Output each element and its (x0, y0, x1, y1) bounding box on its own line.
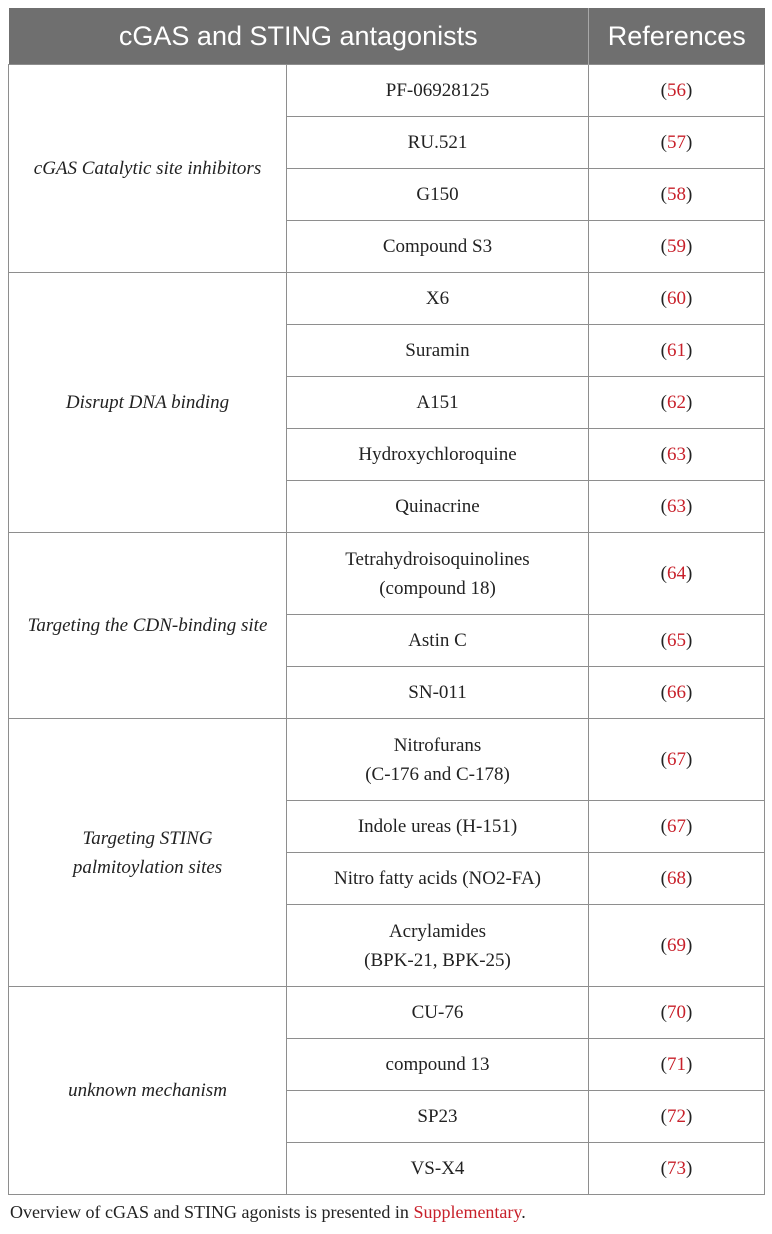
reference-cell (589, 1143, 765, 1195)
compound-cell (287, 169, 589, 221)
compound-cell (287, 801, 589, 853)
reference-link[interactable]: 71 (667, 1054, 686, 1075)
reference-cell (589, 719, 765, 801)
antagonists-table-container (8, 8, 764, 1195)
ref-close-paren: ) (686, 496, 693, 517)
reference-link[interactable]: 56 (667, 80, 686, 101)
reference-cell (589, 533, 765, 615)
ref-close-paren: ) (686, 1158, 693, 1179)
category-cell: unknown mechanism (9, 987, 287, 1195)
ref-open-paren: ( (660, 444, 667, 465)
ref-open-paren: ( (660, 868, 667, 889)
ref-close-paren: ) (686, 288, 693, 309)
compound-name-line: SP23 (417, 1106, 458, 1127)
compound-name-line: Hydroxychloroquine (358, 444, 517, 465)
reference-link[interactable]: 61 (667, 340, 686, 361)
ref-close-paren: ) (686, 749, 693, 770)
header-antagonists: cGAS and STING antagonists (9, 8, 589, 65)
ref-close-paren: ) (686, 682, 693, 703)
compound-cell (287, 377, 589, 429)
table-header-row (9, 8, 765, 65)
compound-cell (287, 719, 589, 801)
ref-close-paren: ) (686, 236, 693, 257)
table-row (9, 719, 765, 801)
ref-open-paren: ( (660, 630, 667, 651)
compound-name-line: Astin C (408, 630, 467, 651)
compound-name-line: Tetrahydroisoquinolines (345, 548, 530, 570)
table-body (9, 65, 765, 1195)
ref-open-paren: ( (660, 392, 667, 413)
reference-cell (589, 615, 765, 667)
ref-close-paren: ) (686, 444, 693, 465)
reference-cell (589, 117, 765, 169)
ref-open-paren: ( (660, 132, 667, 153)
reference-link[interactable]: 67 (667, 816, 686, 837)
compound-cell (287, 325, 589, 377)
reference-link[interactable]: 66 (667, 682, 686, 703)
compound-cell (287, 905, 589, 987)
reference-cell (589, 905, 765, 987)
ref-close-paren: ) (686, 563, 693, 584)
reference-cell (589, 377, 765, 429)
ref-open-paren: ( (660, 288, 667, 309)
compound-cell (287, 273, 589, 325)
category-cell: Targeting STING palmitoylation sites (9, 719, 287, 987)
reference-link[interactable]: 63 (667, 496, 686, 517)
category-cell: cGAS Catalytic site inhibitors (9, 65, 287, 273)
reference-cell (589, 801, 765, 853)
reference-link[interactable]: 64 (667, 563, 686, 584)
compound-cell (287, 667, 589, 719)
reference-link[interactable]: 63 (667, 444, 686, 465)
ref-close-paren: ) (686, 392, 693, 413)
compound-name-line: (C-176 and C-178) (365, 763, 510, 785)
table-row (9, 987, 765, 1039)
ref-open-paren: ( (660, 563, 667, 584)
reference-link[interactable]: 73 (667, 1158, 686, 1179)
reference-cell (589, 221, 765, 273)
ref-close-paren: ) (686, 868, 693, 889)
antagonists-table (8, 8, 765, 1195)
footnote-end: . (521, 1202, 526, 1222)
reference-cell (589, 65, 765, 117)
compound-cell (287, 1091, 589, 1143)
reference-cell (589, 1091, 765, 1143)
ref-open-paren: ( (660, 1054, 667, 1075)
compound-cell (287, 533, 589, 615)
compound-name-line: (BPK-21, BPK-25) (364, 949, 511, 971)
compound-cell (287, 853, 589, 905)
compound-name-line: PF-06928125 (385, 80, 490, 101)
compound-name-line: Quinacrine (395, 496, 480, 517)
ref-open-paren: ( (660, 496, 667, 517)
compound-name-line: compound 13 (385, 1054, 490, 1075)
ref-close-paren: ) (686, 1054, 693, 1075)
compound-name-line: Nitro fatty acids (NO2-FA) (333, 868, 541, 889)
ref-close-paren: ) (686, 630, 693, 651)
compound-name-line: (compound 18) (379, 577, 496, 599)
compound-name-line: CU-76 (411, 1002, 464, 1023)
supplementary-link[interactable]: Supplementary (413, 1202, 522, 1222)
compound-name-line: RU.521 (407, 132, 468, 153)
reference-cell (589, 481, 765, 533)
table-row (9, 273, 765, 325)
reference-link[interactable]: 59 (667, 236, 686, 257)
footnote-text: Overview of cGAS and STING agonists is presented in (10, 1202, 414, 1222)
compound-cell (287, 117, 589, 169)
compound-name-line: Suramin (405, 340, 470, 361)
ref-open-paren: ( (660, 1002, 667, 1023)
ref-open-paren: ( (660, 935, 667, 956)
compound-name-line: Compound S3 (382, 236, 493, 257)
ref-open-paren: ( (660, 340, 667, 361)
compound-name-line: Acrylamides (388, 920, 487, 942)
ref-open-paren: ( (660, 682, 667, 703)
reference-link[interactable]: 70 (667, 1002, 686, 1023)
ref-close-paren: ) (686, 935, 693, 956)
compound-name-line: VS-X4 (410, 1158, 465, 1179)
header-references: References (589, 8, 765, 65)
reference-cell (589, 1039, 765, 1091)
ref-close-paren: ) (686, 1002, 693, 1023)
ref-open-paren: ( (660, 184, 667, 205)
category-cell: Disrupt DNA binding (9, 273, 287, 533)
reference-cell (589, 169, 765, 221)
compound-name-line: Indole ureas (H-151) (357, 816, 518, 837)
reference-link[interactable]: 69 (667, 935, 686, 956)
compound-name-line: G150 (416, 184, 459, 205)
reference-link[interactable]: 60 (667, 288, 686, 309)
compound-cell (287, 615, 589, 667)
reference-link[interactable]: 62 (667, 392, 686, 413)
ref-open-paren: ( (660, 80, 667, 101)
compound-cell (287, 1143, 589, 1195)
ref-close-paren: ) (686, 80, 693, 101)
ref-open-paren: ( (660, 1106, 667, 1127)
compound-name-line: Nitrofurans (393, 734, 482, 756)
compound-cell (287, 429, 589, 481)
compound-cell (287, 221, 589, 273)
reference-link[interactable]: 67 (667, 749, 686, 770)
category-cell: Targeting the CDN-binding site (9, 533, 287, 719)
compound-cell (287, 987, 589, 1039)
ref-close-paren: ) (686, 132, 693, 153)
reference-cell (589, 667, 765, 719)
ref-open-paren: ( (660, 749, 667, 770)
reference-cell (589, 273, 765, 325)
table-row (9, 533, 765, 615)
ref-open-paren: ( (660, 816, 667, 837)
compound-name-line: X6 (425, 288, 450, 309)
ref-open-paren: ( (660, 1158, 667, 1179)
reference-link[interactable]: 72 (667, 1106, 686, 1127)
ref-open-paren: ( (660, 236, 667, 257)
reference-cell (589, 987, 765, 1039)
ref-close-paren: ) (686, 1106, 693, 1127)
table-footnote (10, 1202, 526, 1223)
reference-link[interactable]: 68 (667, 868, 686, 889)
reference-cell (589, 325, 765, 377)
compound-name-line: A151 (416, 392, 459, 413)
table-row (9, 65, 765, 117)
reference-cell (589, 429, 765, 481)
reference-link[interactable]: 58 (667, 184, 686, 205)
compound-cell (287, 1039, 589, 1091)
ref-close-paren: ) (686, 340, 693, 361)
compound-cell (287, 481, 589, 533)
reference-cell (589, 853, 765, 905)
compound-cell (287, 65, 589, 117)
reference-link[interactable]: 65 (667, 630, 686, 651)
ref-close-paren: ) (686, 184, 693, 205)
ref-close-paren: ) (686, 816, 693, 837)
compound-name-line: SN-011 (408, 682, 467, 703)
reference-link[interactable]: 57 (667, 132, 686, 153)
